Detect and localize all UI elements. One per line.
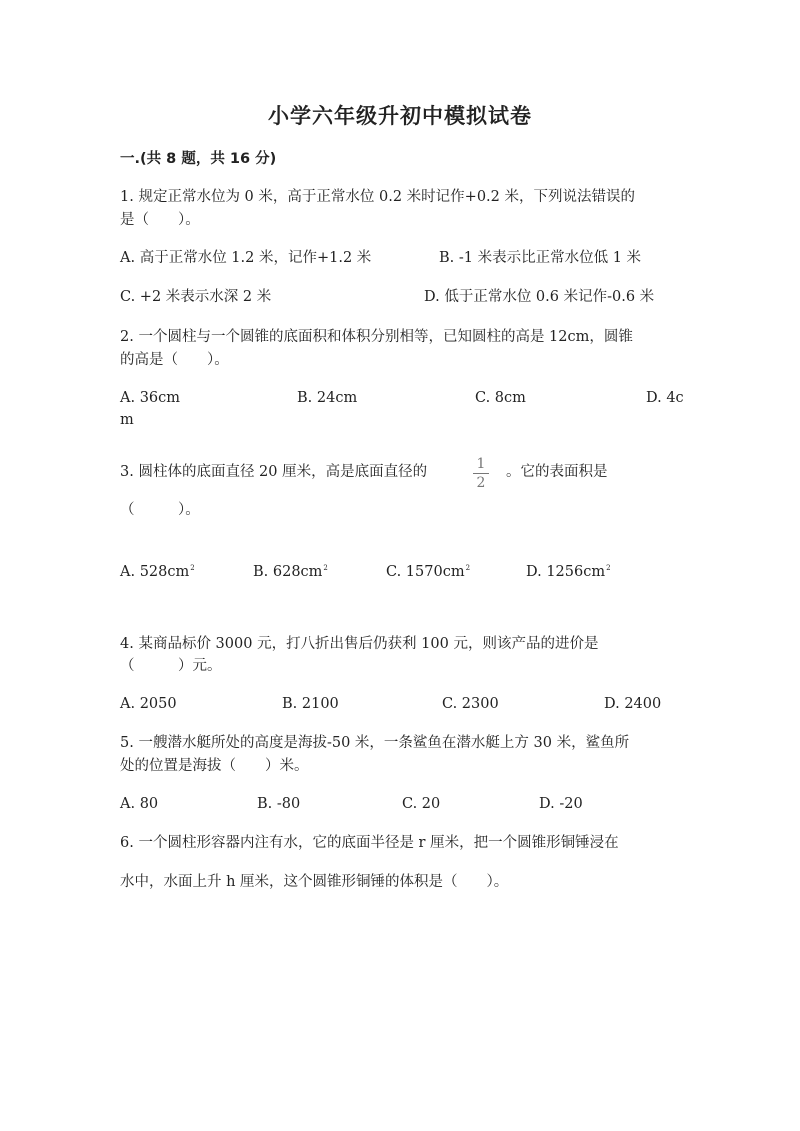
fraction-bar	[473, 473, 489, 474]
fraction-numerator: 1	[476, 456, 486, 472]
question-5-option-b: B. -80	[257, 796, 301, 812]
question-6-line-2: 水中，水面上升 h 厘米，这个圆锥形铜锤的体积是（ ）。	[120, 874, 509, 890]
question-1-option-c: C. +2 米表示水深 2 米	[120, 289, 272, 305]
question-2-option-d-wrap: m	[120, 412, 134, 428]
question-1-option-a: A. 高于正常水位 1.2 米，记作+1.2 米	[120, 250, 372, 266]
question-5-line-1: 5. 一艘潜水艇所处的高度是海拔-50 米，一条鲨鱼在潜水艇上方 30 米，鲨鱼所	[120, 735, 630, 751]
question-3-option-c: C. $1570cm^2$	[386, 564, 471, 580]
question-4-option-b: B. 2100	[282, 696, 339, 712]
question-5-line-2: 处的位置是海拔（ ）米。	[120, 758, 309, 774]
question-2-option-c: C. 8cm	[475, 390, 526, 406]
question-3-option-a: A. $528cm^2$	[120, 564, 195, 580]
fraction-denominator: 2	[476, 475, 486, 491]
section-heading: 一.(共 8 题，共 16 分)	[120, 151, 277, 167]
question-5-option-c: C. 20	[402, 796, 441, 812]
question-3-line-2: （ ）。	[120, 502, 200, 518]
question-5-option-d: D. -20	[539, 796, 583, 812]
question-2-option-d: D. 4c	[646, 390, 684, 406]
question-1-line-2: 是（ ）。	[120, 212, 200, 228]
question-4-line-1: 4. 某商品标价 3000 元，打八折出售后仍获利 100 元，则该产品的进价是	[120, 636, 599, 652]
question-3-option-d: D. $1256cm^2$	[526, 564, 611, 580]
question-2-line-1: 2. 一个圆柱与一个圆锥的底面积和体积分别相等，已知圆柱的高是 12cm，圆锥	[120, 329, 633, 345]
exam-title: 小学六年级升初中模拟试卷	[268, 104, 532, 128]
question-4-option-a: A. 2050	[120, 696, 177, 712]
question-5-option-a: A. 80	[120, 796, 159, 812]
question-2-option-a: A. 36cm	[120, 390, 181, 406]
question-3-option-b: B. $628cm^2$	[253, 564, 328, 580]
question-3-line-1-cont: 。它的表面积是	[506, 464, 608, 480]
question-3-line-1: 3. 圆柱体的底面直径 20 厘米，高是底面直径的	[120, 464, 428, 480]
question-2-option-b: B. 24cm	[297, 390, 358, 406]
question-4-line-2: （ ）元。	[120, 658, 222, 674]
question-1-option-b: B. -1 米表示比正常水位低 1 米	[439, 250, 642, 266]
question-4-option-d: D. 2400	[604, 696, 662, 712]
question-4-option-c: C. 2300	[442, 696, 499, 712]
question-6-line-1: 6. 一个圆柱形容器内注有水，它的底面半径是 r 厘米，把一个圆锥形铜锤浸在	[120, 835, 619, 851]
question-2-line-2: 的高是（ ）。	[120, 352, 229, 368]
question-1-option-d: D. 低于正常水位 0.6 米记作-0.6 米	[424, 289, 655, 305]
question-1-line-1: 1. 规定正常水位为 0 米，高于正常水位 0.2 米时记作+0.2 米，下列说法错误的	[120, 189, 635, 205]
fraction-one-half	[470, 456, 492, 491]
